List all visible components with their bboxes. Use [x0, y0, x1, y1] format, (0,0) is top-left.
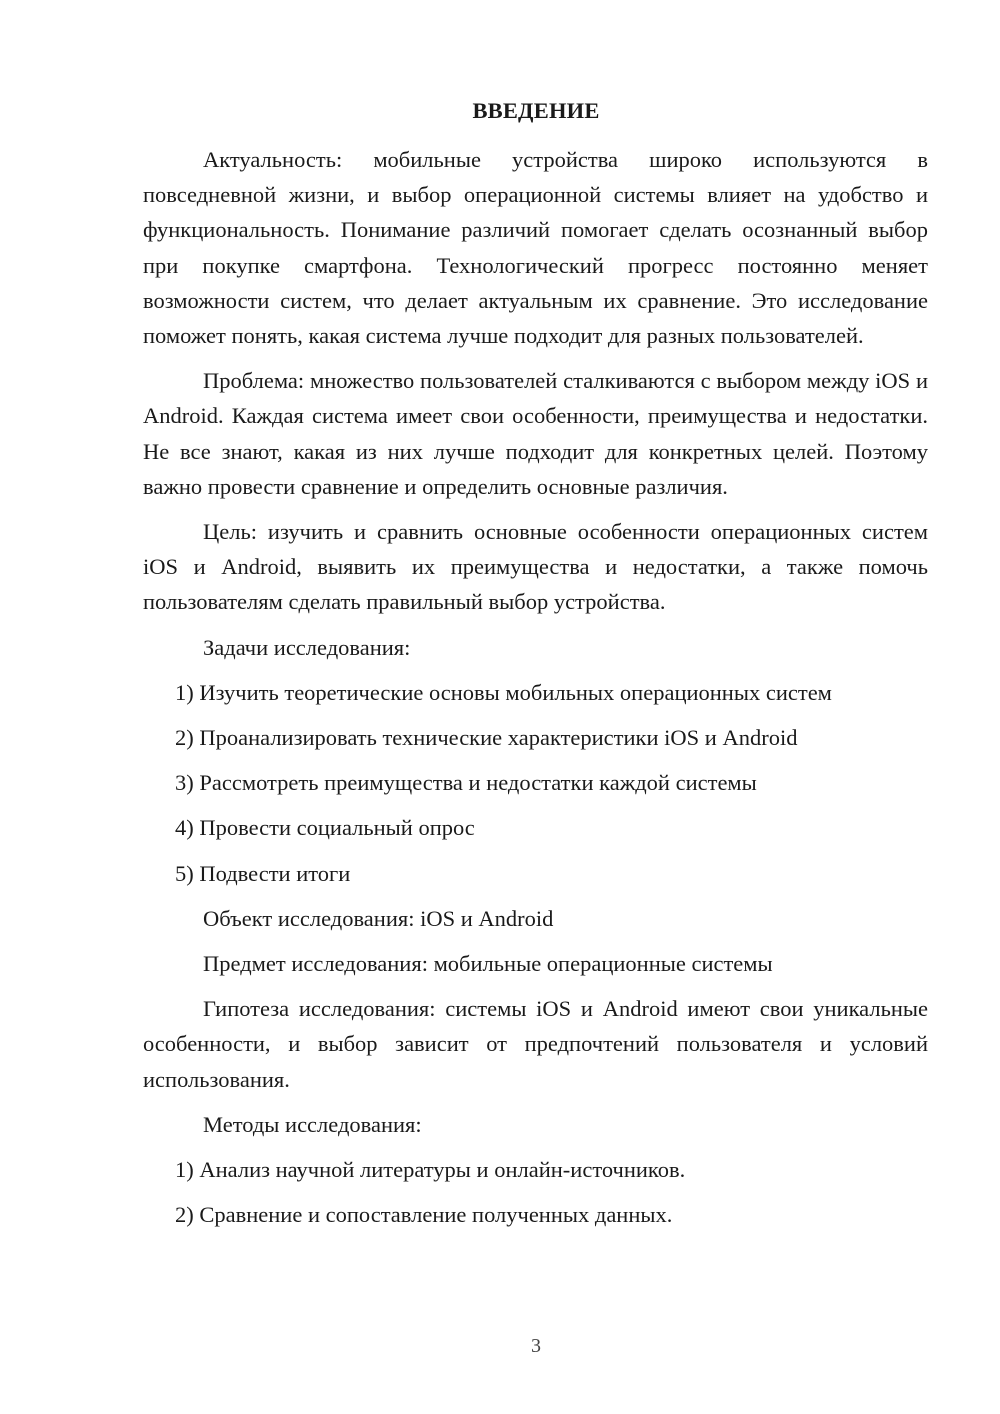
task-item-2: 2) Проанализировать технические характеристики iOS и Android — [175, 725, 798, 751]
tasks-heading: Задачи исследования: — [203, 634, 411, 660]
task-item-3: 3) Рассмотреть преимущества и недостатки каждой системы — [175, 770, 757, 796]
method-item-2: 2) Сравнение и сопоставление полученных данных. — [175, 1202, 673, 1228]
task-item-4: 4) Провести социальный опрос — [175, 815, 475, 841]
task-item-1: 1) Изучить теоретические основы мобильных операционных систем — [175, 679, 832, 705]
task-item-5: 5) Подвести итоги — [175, 860, 351, 886]
paragraph-goal: Цель: изучить и сравнить основные особенности операционных систем iOS и Android, выявить их преимущества и недостатки, а также помочь пользователям сделать правильный выбор устройства. — [143, 519, 928, 615]
paragraph-hypothesis: Гипотеза исследования: системы iOS и Android имеют свои уникальные особенности, и выбор зависит от предпочтений пользователя и условий использования. — [143, 996, 928, 1092]
methods-heading: Методы исследования: — [203, 1111, 422, 1137]
paragraph-relevance: Актуальность: мобильные устройства широко используются в повседневной жизни, и выбор операционной системы влияет на удобство и функциональность. Понимание различий помогает сделать осознанный выбор при покупке смартфона. Технологический прогресс постоянно меняет возможности систем, что делает актуальным их сравнение. Это исследование поможет понять, какая система лучше подходит для разных пользователей. — [143, 147, 928, 349]
paragraph-problem: Проблема: множество пользователей сталкиваются с выбором между iOS и Android. Каждая система имеет свои особенности, преимущества и недостатки. Не все знают, какая из них лучше подходит для конкретных целей. Поэтому важно провести сравнение и определить основные различия. — [143, 368, 928, 499]
method-item-1: 1) Анализ научной литературы и онлайн-источников. — [175, 1157, 686, 1183]
research-subject: Предмет исследования: мобильные операционные системы — [203, 951, 773, 977]
research-object: Объект исследования: iOS и Android — [203, 905, 554, 931]
section-title: ВВЕДЕНИЕ — [472, 98, 600, 123]
page-number: 3 — [531, 1335, 541, 1357]
body-text — [143, 142, 928, 1242]
